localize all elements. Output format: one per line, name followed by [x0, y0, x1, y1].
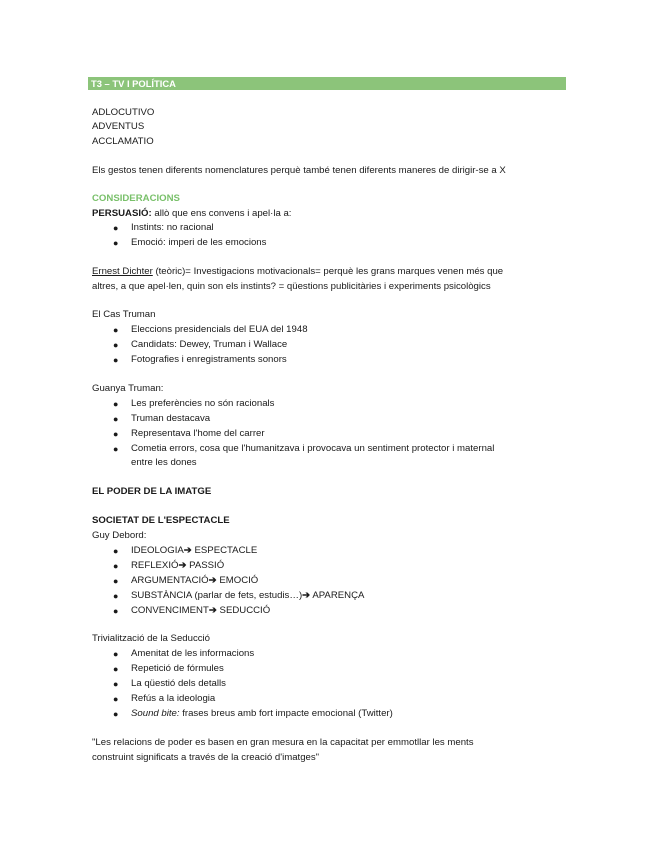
list-item: Emoció: imperi de les emocions: [131, 237, 267, 248]
pair-to: PASSIÓ: [186, 560, 225, 571]
bullet-icon: ●: [113, 694, 119, 704]
bullet-icon: ●: [113, 576, 119, 586]
list-item: La qüestió dels detalls: [131, 678, 226, 689]
espectacle-author: Guy Debord:: [92, 530, 147, 541]
dichter-text: (teòric)= Investigacions motivacionals= perquè les grans marques venen més que: [152, 266, 504, 277]
arrow-icon: ➔: [302, 590, 311, 601]
list-item: [131, 590, 364, 602]
bullet-icon: ●: [113, 561, 119, 571]
bullet-icon: ●: [113, 355, 119, 365]
bullet-icon: ●: [113, 325, 119, 335]
pair-to: ESPECTACLE: [191, 545, 258, 556]
list-item: [131, 545, 257, 557]
sound-bite-label: Sound bite:: [131, 708, 180, 719]
list-item: Truman destacava: [131, 413, 211, 424]
persuasio-label: PERSUASIÓ:: [92, 208, 152, 219]
arrow-icon: ➔: [178, 560, 187, 571]
pair-from: IDEOLOGIA: [131, 545, 184, 556]
pair-from: CONVENCIMENT: [131, 605, 209, 616]
espectacle-heading: SOCIETAT DE L'ESPECTACLE: [92, 515, 230, 526]
persuasio-line: [92, 208, 291, 220]
bullet-icon: ●: [113, 429, 119, 439]
bullet-icon: ●: [113, 399, 119, 409]
dichter-line-1: [92, 266, 503, 278]
list-item: Representava l'home del carrer: [131, 428, 265, 439]
bullet-icon: ●: [113, 606, 119, 616]
bullet-icon: ●: [113, 649, 119, 659]
list-item: Instints: no racional: [131, 222, 214, 233]
bullet-icon: ●: [113, 340, 119, 350]
section-title-bar: [88, 77, 566, 90]
list-item: Cometia errors, cosa que l'humanitzava i provocava un sentiment protector i maternal: [131, 443, 495, 454]
bullet-icon: ●: [113, 709, 119, 719]
list-item: [131, 560, 224, 572]
quote-line-2: construint significats a través de la creació d'imatges": [92, 752, 320, 763]
arrow-icon: ➔: [208, 605, 217, 616]
seduccio-heading: Trivialització de la Seducció: [92, 633, 211, 644]
list-item: Candidats: Dewey, Truman i Wallace: [131, 339, 288, 350]
poder-heading: EL PODER DE LA IMATGE: [92, 486, 212, 497]
bullet-icon: ●: [113, 664, 119, 674]
pair-to: EMOCIÓ: [216, 575, 259, 586]
list-item: Refús a la ideologia: [131, 693, 216, 704]
list-item: Fotografies i enregistraments sonors: [131, 354, 287, 365]
section-title: T3 – TV I POLÍTICA: [91, 78, 176, 89]
intro-term: ADVENTUS: [92, 121, 145, 132]
list-item: Repetició de fórmules: [131, 663, 224, 674]
list-item: Amenitat de les informacions: [131, 648, 255, 659]
pair-to: APARENÇA: [310, 590, 365, 601]
list-item: [131, 605, 270, 617]
consideracions-heading: CONSIDERACIONS: [92, 193, 180, 204]
intro-term: ACCLAMATIO: [92, 136, 154, 147]
pair-from: ARGUMENTACIÓ: [131, 575, 209, 586]
gestures-paragraph: Els gestos tenen diferents nomenclatures perquè també tenen diferents maneres de dirigir-se a X: [92, 165, 506, 176]
arrow-icon: ➔: [183, 545, 192, 556]
arrow-icon: ➔: [208, 575, 217, 586]
list-item: [131, 708, 393, 720]
bullet-icon: ●: [113, 444, 119, 454]
bullet-icon: ●: [113, 546, 119, 556]
truman-wins-heading: Guanya Truman:: [92, 383, 164, 394]
dichter-line-2: altres, a que apel·len, quin son els instints? = qüestions publicitàries i experiments psicològics: [92, 281, 491, 292]
quote-line-1: "Les relacions de poder es basen en gran mesura en la capacitat per emmotllar les ments: [92, 737, 474, 748]
bullet-icon: ●: [113, 238, 119, 248]
pair-from: REFLEXIÓ: [131, 560, 179, 571]
list-item: Les preferències no són racionals: [131, 398, 275, 409]
list-item: [131, 575, 258, 587]
sound-bite-text: frases breus amb fort impacte emocional (Twitter): [179, 708, 393, 719]
list-item-continuation: entre les dones: [131, 457, 197, 468]
bullet-icon: ●: [113, 679, 119, 689]
bullet-icon: ●: [113, 223, 119, 233]
list-item: Eleccions presidencials del EUA del 1948: [131, 324, 308, 335]
pair-from: SUBSTÀNCIA (parlar de fets, estudis…): [131, 590, 303, 601]
pair-to: SEDUCCIÓ: [216, 605, 271, 616]
intro-term: ADLOCUTIVO: [92, 107, 155, 118]
bullet-icon: ●: [113, 414, 119, 424]
persuasio-text: allò que ens convens i apel·la a:: [151, 208, 292, 219]
truman-case-heading: El Cas Truman: [92, 309, 156, 320]
dichter-name: Ernest Dichter: [92, 266, 153, 277]
bullet-icon: ●: [113, 591, 119, 601]
